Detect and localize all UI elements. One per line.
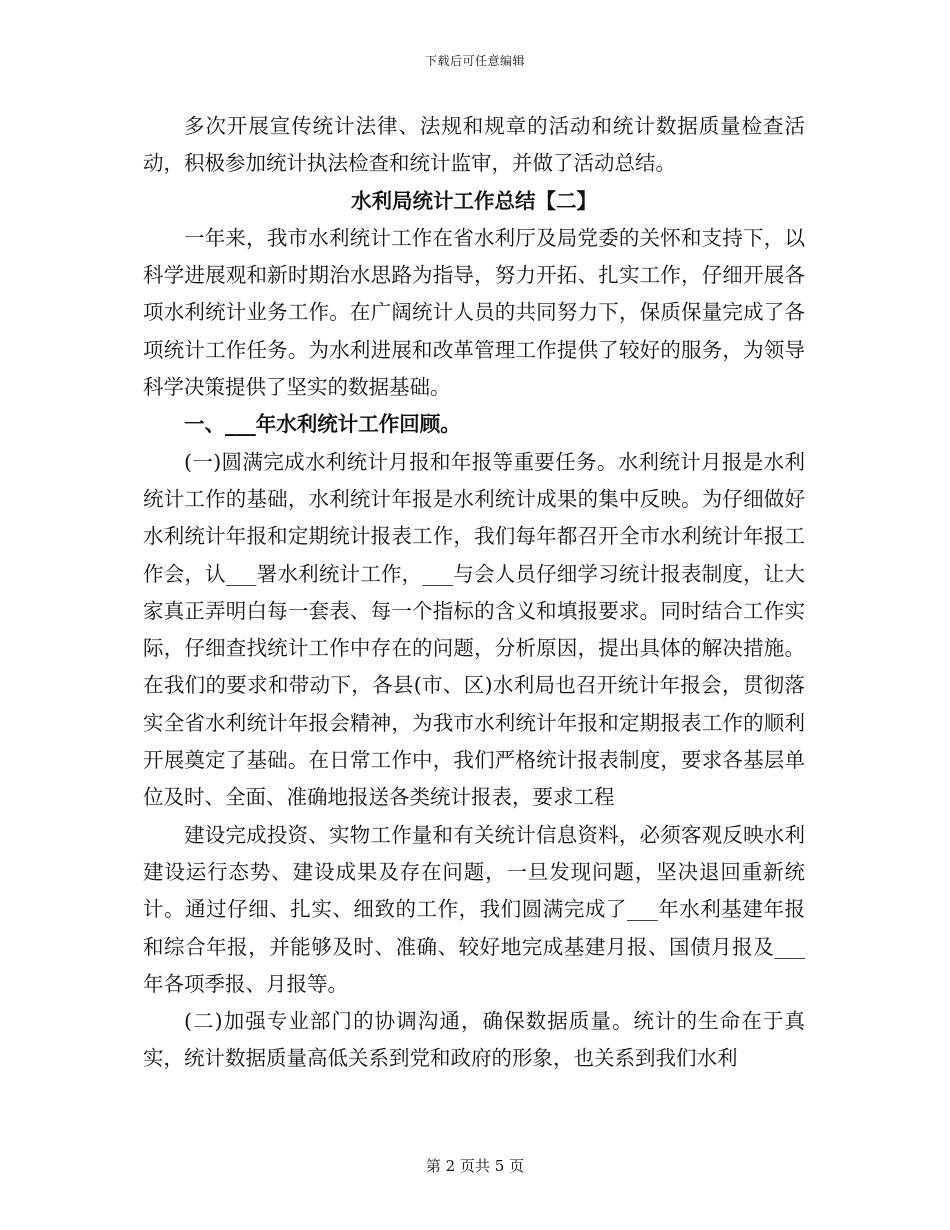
section-title: 水利局统计工作总结【二】 [351,188,597,213]
paragraph-1: 多次开展宣传统计法律、法规和规章的活动和统计数据质量检查活动，积极参加统计执法检查和统计监审，并做了活动总结。 [143,114,805,176]
paragraph-4: 建设完成投资、实物工作量和有关统计信息资料，必须客观反映水利建设运行态势、建设成果及存在问题，一旦发现问题，坚决退回重新统计。通过仔细、扎实、细致的工作，我们圆满完成了___年水利基建年报和综合年报，并能够及时、准确、较好地完成基建月报、国债月报及___年各项季报、月报等。 [143,822,805,996]
paragraph-3: (一)圆满完成水利统计月报和年报等重要任务。水利统计月报是水利统计工作的基础，水利统计年报是水利统计成果的集中反映。为仔细做好水利统计年报和定期统计报表工作，我们每年都召开全市水利统计年报工作会，认___署水利统计工作，___与会人员仔细学习统计报表制度，让大家真正弄明白每一套表、每一个指标的含义和填报要求。同时结合工作实际，仔细查找统计工作中存在的问题，分析原因，提出具体的解决措施。在我们的要求和带动下，各县(市、区)水利局也召开统计年报会，贯彻落实全省水利统计年报会精神，为我市水利统计年报和定期报表工作的顺利开展奠定了基础。在日常工作中，我们严格统计报表制度，要求各基层单位及时、全面、准确地报送各类统计报表，要求工程 [143,449,805,810]
section-heading-1: 一、___年水利统计工作回顾。 [184,412,461,437]
page-header-note: 下载后可任意编辑 [424,54,525,68]
paragraph-5: (二)加强专业部门的协调沟通，确保数据质量。统计的生命在于真实，统计数据质量高低关系到党和政府的形象，也关系到我们水利 [143,1009,805,1071]
document-body [143,108,805,1078]
paragraph-2: 一年来，我市水利统计工作在省水利厅及局党委的关怀和支持下，以科学进展观和新时期治水思路为指导，努力开拓、扎实工作，仔细开展各项水利统计业务工作。在广阔统计人员的共同努力下，保质保量完成了各项统计工作任务。为水利进展和改革管理工作提供了较好的服务，为领导科学决策提供了坚实的数据基础。 [143,225,805,400]
page-number: 第 2 页共 5 页 [425,1157,525,1175]
